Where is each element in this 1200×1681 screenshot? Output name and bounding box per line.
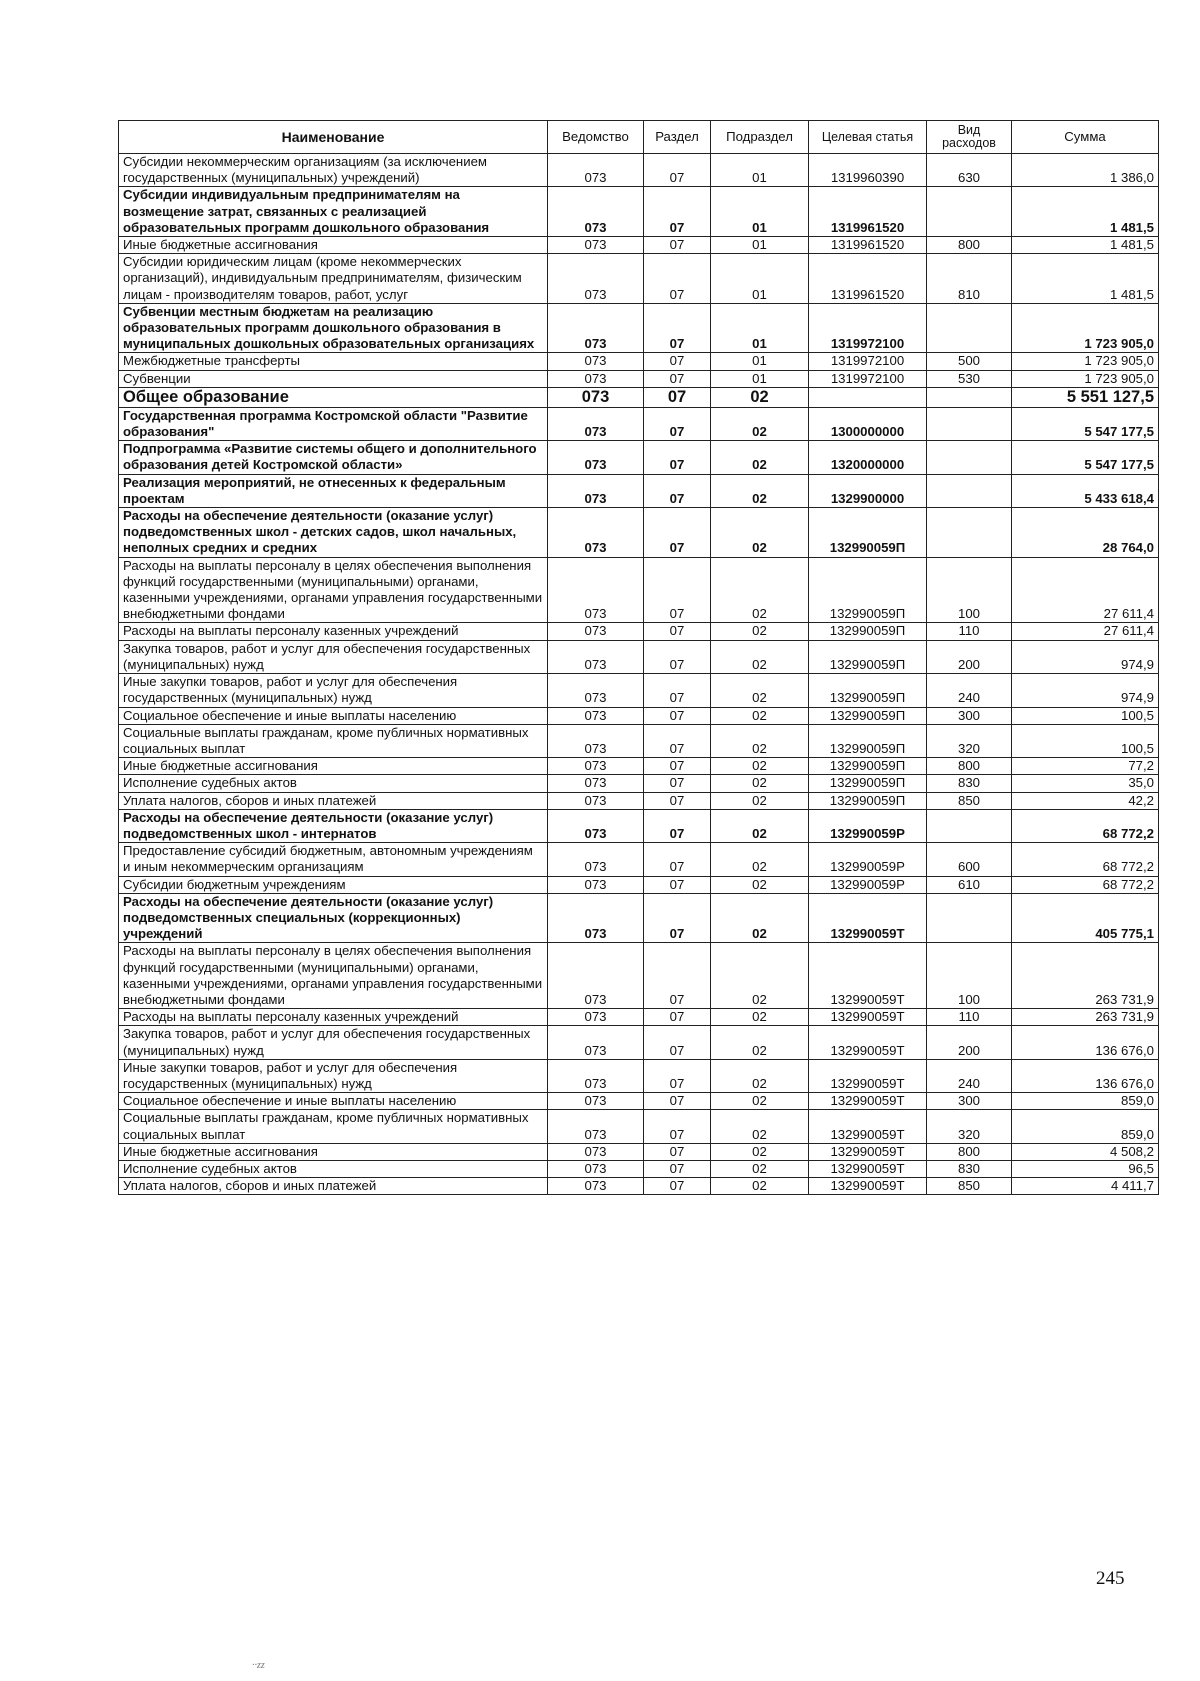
cell-razdel: 07 (644, 775, 711, 792)
table-row (119, 187, 1159, 237)
cell-sum: 859,0 (1012, 1110, 1159, 1143)
cell-name: Иные закупки товаров, работ и услуг для обеспечения государственных (муниципальных) нужд (119, 1059, 548, 1092)
cell-vedomstvo: 073 (548, 353, 644, 370)
cell-target-article: 1300000000 (809, 407, 927, 440)
cell-name: Реализация мероприятий, не отнесенных к федеральным проектам (119, 474, 548, 507)
cell-expense-type (927, 893, 1012, 943)
cell-vedomstvo: 073 (548, 187, 644, 237)
cell-sum: 974,9 (1012, 640, 1159, 673)
cell-sum: 405 775,1 (1012, 893, 1159, 943)
page-number: 245 (1096, 1568, 1125, 1589)
cell-vedomstvo: 073 (548, 893, 644, 943)
cell-sum: 136 676,0 (1012, 1059, 1159, 1092)
cell-name: Расходы на выплаты персоналу казенных учреждений (119, 623, 548, 640)
cell-expense-type (927, 441, 1012, 474)
cell-name: Уплата налогов, сборов и иных платежей (119, 1178, 548, 1195)
cell-expense-type (927, 809, 1012, 842)
header-podrazdel: Подраздел (711, 121, 809, 154)
cell-podrazdel: 02 (711, 792, 809, 809)
cell-podrazdel: 01 (711, 370, 809, 387)
cell-name: Субсидии бюджетным учреждениям (119, 876, 548, 893)
cell-razdel: 07 (644, 1160, 711, 1177)
cell-vedomstvo: 073 (548, 154, 644, 187)
cell-name: Иные бюджетные ассигнования (119, 237, 548, 254)
cell-vedomstvo: 073 (548, 1093, 644, 1110)
cell-target-article: 132990059Т (809, 1026, 927, 1059)
cell-name: Исполнение судебных актов (119, 775, 548, 792)
table-row (119, 943, 1159, 1009)
cell-podrazdel: 02 (711, 1093, 809, 1110)
cell-sum: 1 723 905,0 (1012, 370, 1159, 387)
cell-name: Расходы на обеспечение деятельности (оказание услуг) подведомственных школ - интернатов (119, 809, 548, 842)
table-body (119, 154, 1159, 1195)
header-target-article: Целевая статья (809, 121, 927, 154)
cell-name: Предоставление субсидий бюджетным, автономным учреждениям и иным некоммерческим организациям (119, 843, 548, 876)
cell-name: Общее образование (119, 387, 548, 407)
cell-razdel: 07 (644, 1026, 711, 1059)
cell-razdel: 07 (644, 640, 711, 673)
table-row (119, 254, 1159, 304)
cell-razdel: 07 (644, 843, 711, 876)
cell-razdel: 07 (644, 254, 711, 304)
cell-razdel: 07 (644, 1093, 711, 1110)
cell-expense-type: 320 (927, 724, 1012, 757)
cell-sum: 96,5 (1012, 1160, 1159, 1177)
cell-podrazdel: 02 (711, 1026, 809, 1059)
cell-target-article: 132990059П (809, 707, 927, 724)
cell-name: Государственная программа Костромской области "Развитие образования" (119, 407, 548, 440)
table-row (119, 1009, 1159, 1026)
header-expense-type: Вид расходов (927, 121, 1012, 154)
cell-expense-type: 610 (927, 876, 1012, 893)
table-row (119, 843, 1159, 876)
cell-expense-type: 500 (927, 353, 1012, 370)
table-row (119, 1026, 1159, 1059)
cell-expense-type: 800 (927, 237, 1012, 254)
cell-podrazdel: 02 (711, 1160, 809, 1177)
cell-expense-type: 300 (927, 1093, 1012, 1110)
cell-sum: 100,5 (1012, 707, 1159, 724)
table-row (119, 724, 1159, 757)
cell-target-article: 1319972100 (809, 303, 927, 353)
cell-target-article: 132990059Т (809, 943, 927, 1009)
cell-target-article: 132990059П (809, 775, 927, 792)
cell-podrazdel: 02 (711, 809, 809, 842)
header-sum: Сумма (1012, 121, 1159, 154)
cell-name: Субвенции местным бюджетам на реализацию образовательных программ дошкольного образования в муниципальных дошкольных образовательных организациях (119, 303, 548, 353)
cell-podrazdel: 02 (711, 943, 809, 1009)
cell-podrazdel: 01 (711, 237, 809, 254)
cell-expense-type: 530 (927, 370, 1012, 387)
cell-target-article: 1319972100 (809, 370, 927, 387)
cell-vedomstvo: 073 (548, 508, 644, 558)
cell-podrazdel: 02 (711, 441, 809, 474)
cell-expense-type: 830 (927, 1160, 1012, 1177)
cell-razdel: 07 (644, 792, 711, 809)
cell-sum: 42,2 (1012, 792, 1159, 809)
cell-sum: 263 731,9 (1012, 1009, 1159, 1026)
header-vedomstvo: Ведомство (548, 121, 644, 154)
table-row (119, 441, 1159, 474)
cell-name: Субвенции (119, 370, 548, 387)
table-row (119, 1160, 1159, 1177)
cell-podrazdel: 02 (711, 758, 809, 775)
cell-podrazdel: 02 (711, 674, 809, 707)
table-row (119, 387, 1159, 407)
cell-podrazdel: 01 (711, 254, 809, 304)
cell-expense-type: 100 (927, 943, 1012, 1009)
cell-vedomstvo: 073 (548, 623, 644, 640)
cell-target-article: 132990059Т (809, 1178, 927, 1195)
cell-sum: 100,5 (1012, 724, 1159, 757)
cell-name: Социальные выплаты гражданам, кроме публичных нормативных социальных выплат (119, 1110, 548, 1143)
cell-podrazdel: 02 (711, 1178, 809, 1195)
cell-expense-type: 830 (927, 775, 1012, 792)
cell-razdel: 07 (644, 707, 711, 724)
cell-name: Уплата налогов, сборов и иных платежей (119, 792, 548, 809)
table-row (119, 1178, 1159, 1195)
cell-sum: 77,2 (1012, 758, 1159, 775)
cell-expense-type (927, 508, 1012, 558)
cell-razdel: 07 (644, 237, 711, 254)
cell-expense-type (927, 474, 1012, 507)
cell-sum: 1 481,5 (1012, 254, 1159, 304)
cell-sum: 68 772,2 (1012, 809, 1159, 842)
cell-vedomstvo: 073 (548, 1059, 644, 1092)
cell-target-article: 1319960390 (809, 154, 927, 187)
cell-name: Иные бюджетные ассигнования (119, 758, 548, 775)
cell-expense-type: 630 (927, 154, 1012, 187)
cell-sum: 1 723 905,0 (1012, 303, 1159, 353)
cell-sum: 68 772,2 (1012, 876, 1159, 893)
table-row (119, 1059, 1159, 1092)
cell-name: Субсидии некоммерческим организациям (за исключением государственных (муниципальных) учреждений) (119, 154, 548, 187)
cell-target-article: 132990059П (809, 724, 927, 757)
cell-vedomstvo: 073 (548, 370, 644, 387)
cell-razdel: 07 (644, 1059, 711, 1092)
cell-razdel: 07 (644, 441, 711, 474)
cell-sum: 35,0 (1012, 775, 1159, 792)
cell-vedomstvo: 073 (548, 843, 644, 876)
cell-expense-type: 240 (927, 674, 1012, 707)
cell-target-article: 1329900000 (809, 474, 927, 507)
cell-sum: 27 611,4 (1012, 623, 1159, 640)
cell-podrazdel: 01 (711, 187, 809, 237)
cell-name: Субсидии юридическим лицам (кроме некоммерческих организаций), индивидуальным предпринимателям, физическим лицам - производителям товаров, работ, услуг (119, 254, 548, 304)
cell-vedomstvo: 073 (548, 1009, 644, 1026)
cell-sum: 1 723 905,0 (1012, 353, 1159, 370)
cell-expense-type: 850 (927, 1178, 1012, 1195)
cell-sum: 263 731,9 (1012, 943, 1159, 1009)
cell-podrazdel: 02 (711, 508, 809, 558)
cell-name: Иные бюджетные ассигнования (119, 1143, 548, 1160)
table-row (119, 809, 1159, 842)
cell-target-article: 132990059Т (809, 1160, 927, 1177)
cell-target-article: 132990059П (809, 640, 927, 673)
table-row (119, 1143, 1159, 1160)
cell-podrazdel: 02 (711, 1143, 809, 1160)
cell-razdel: 07 (644, 508, 711, 558)
cell-razdel: 07 (644, 557, 711, 623)
cell-expense-type: 810 (927, 254, 1012, 304)
cell-target-article: 1319961520 (809, 254, 927, 304)
cell-target-article: 132990059П (809, 508, 927, 558)
cell-target-article: 132990059Т (809, 1059, 927, 1092)
cell-target-article: 132990059Т (809, 893, 927, 943)
table-row (119, 237, 1159, 254)
cell-razdel: 07 (644, 1178, 711, 1195)
cell-podrazdel: 02 (711, 474, 809, 507)
cell-name: Социальное обеспечение и иные выплаты населению (119, 1093, 548, 1110)
cell-target-article: 132990059Р (809, 809, 927, 842)
cell-name: Социальные выплаты гражданам, кроме публичных нормативных социальных выплат (119, 724, 548, 757)
cell-target-article: 1319961520 (809, 187, 927, 237)
cell-podrazdel: 01 (711, 154, 809, 187)
cell-name: Расходы на выплаты персоналу казенных учреждений (119, 1009, 548, 1026)
cell-vedomstvo: 073 (548, 1143, 644, 1160)
cell-podrazdel: 01 (711, 353, 809, 370)
cell-expense-type (927, 187, 1012, 237)
table-row (119, 1093, 1159, 1110)
cell-podrazdel: 01 (711, 303, 809, 353)
cell-sum: 5 547 177,5 (1012, 441, 1159, 474)
cell-target-article (809, 387, 927, 407)
table-row (119, 154, 1159, 187)
cell-sum: 27 611,4 (1012, 557, 1159, 623)
cell-razdel: 07 (644, 893, 711, 943)
cell-vedomstvo: 073 (548, 674, 644, 707)
cell-podrazdel: 02 (711, 893, 809, 943)
cell-target-article: 132990059П (809, 557, 927, 623)
cell-target-article: 132990059П (809, 792, 927, 809)
cell-vedomstvo: 073 (548, 707, 644, 724)
cell-vedomstvo: 073 (548, 237, 644, 254)
cell-vedomstvo: 073 (548, 758, 644, 775)
table-row (119, 876, 1159, 893)
cell-podrazdel: 02 (711, 724, 809, 757)
cell-vedomstvo: 073 (548, 1178, 644, 1195)
cell-target-article: 132990059П (809, 623, 927, 640)
cell-sum: 1 481,5 (1012, 187, 1159, 237)
table-row (119, 758, 1159, 775)
cell-expense-type (927, 407, 1012, 440)
table-row (119, 792, 1159, 809)
cell-sum: 5 551 127,5 (1012, 387, 1159, 407)
cell-razdel: 07 (644, 370, 711, 387)
cell-target-article: 132990059Т (809, 1110, 927, 1143)
cell-name: Закупка товаров, работ и услуг для обеспечения государственных (муниципальных) нужд (119, 640, 548, 673)
cell-vedomstvo: 073 (548, 792, 644, 809)
cell-expense-type: 100 (927, 557, 1012, 623)
cell-sum: 4 411,7 (1012, 1178, 1159, 1195)
table-row (119, 474, 1159, 507)
cell-sum: 1 481,5 (1012, 237, 1159, 254)
cell-vedomstvo: 073 (548, 640, 644, 673)
cell-name: Субсидии индивидуальным предпринимателям на возмещение затрат, связанных с реализацией образовательных программ дошкольного образования (119, 187, 548, 237)
cell-razdel: 07 (644, 809, 711, 842)
cell-sum: 5 547 177,5 (1012, 407, 1159, 440)
cell-podrazdel: 02 (711, 557, 809, 623)
table-header (119, 121, 1159, 154)
cell-vedomstvo: 073 (548, 724, 644, 757)
cell-vedomstvo: 073 (548, 775, 644, 792)
cell-target-article: 1319972100 (809, 353, 927, 370)
table-row (119, 1110, 1159, 1143)
table-row (119, 407, 1159, 440)
cell-vedomstvo: 073 (548, 441, 644, 474)
cell-podrazdel: 02 (711, 623, 809, 640)
cell-podrazdel: 02 (711, 775, 809, 792)
table-row (119, 508, 1159, 558)
cell-target-article: 1320000000 (809, 441, 927, 474)
cell-razdel: 07 (644, 724, 711, 757)
cell-name: Расходы на выплаты персоналу в целях обеспечения выполнения функций государственными (муниципальными) органами, казенными учреждениями, органами управления государственными внебюджетными фондами (119, 557, 548, 623)
cell-expense-type: 110 (927, 623, 1012, 640)
cell-name: Подпрограмма «Развитие системы общего и дополнительного образования детей Костромской области» (119, 441, 548, 474)
table-row (119, 674, 1159, 707)
cell-razdel: 07 (644, 387, 711, 407)
cell-target-article: 132990059Т (809, 1009, 927, 1026)
cell-podrazdel: 02 (711, 407, 809, 440)
cell-target-article: 132990059П (809, 758, 927, 775)
table-row (119, 893, 1159, 943)
cell-target-article: 1319961520 (809, 237, 927, 254)
cell-vedomstvo: 073 (548, 303, 644, 353)
cell-target-article: 132990059Т (809, 1143, 927, 1160)
cell-razdel: 07 (644, 303, 711, 353)
cell-vedomstvo: 073 (548, 809, 644, 842)
cell-sum: 974,9 (1012, 674, 1159, 707)
cell-target-article: 132990059Т (809, 1093, 927, 1110)
cell-expense-type: 800 (927, 1143, 1012, 1160)
cell-razdel: 07 (644, 1143, 711, 1160)
table-row (119, 623, 1159, 640)
cell-name: Расходы на выплаты персоналу в целях обеспечения выполнения функций государственными (муниципальными) органами, казенными учреждениями, органами управления государственными внебюджетными фондами (119, 943, 548, 1009)
table-row (119, 370, 1159, 387)
cell-name: Расходы на обеспечение деятельности (оказание услуг) подведомственных школ - детских садов, школ начальных, неполных средних и средних (119, 508, 548, 558)
cell-podrazdel: 02 (711, 1059, 809, 1092)
cell-razdel: 07 (644, 623, 711, 640)
cell-podrazdel: 02 (711, 876, 809, 893)
cell-razdel: 07 (644, 876, 711, 893)
table-row (119, 353, 1159, 370)
cell-expense-type: 320 (927, 1110, 1012, 1143)
cell-vedomstvo: 073 (548, 254, 644, 304)
cell-target-article: 132990059Р (809, 843, 927, 876)
cell-vedomstvo: 073 (548, 1110, 644, 1143)
cell-podrazdel: 02 (711, 1110, 809, 1143)
cell-name: Исполнение судебных актов (119, 1160, 548, 1177)
cell-razdel: 07 (644, 674, 711, 707)
header-name: Наименование (119, 121, 548, 154)
cell-razdel: 07 (644, 154, 711, 187)
table-row (119, 707, 1159, 724)
table-row (119, 557, 1159, 623)
cell-sum: 859,0 (1012, 1093, 1159, 1110)
header-razdel: Раздел (644, 121, 711, 154)
cell-name: Закупка товаров, работ и услуг для обеспечения государственных (муниципальных) нужд (119, 1026, 548, 1059)
cell-vedomstvo: 073 (548, 1160, 644, 1177)
cell-sum: 136 676,0 (1012, 1026, 1159, 1059)
budget-table (118, 120, 1159, 1195)
cell-expense-type: 110 (927, 1009, 1012, 1026)
cell-sum: 5 433 618,4 (1012, 474, 1159, 507)
cell-expense-type: 850 (927, 792, 1012, 809)
cell-razdel: 07 (644, 474, 711, 507)
cell-podrazdel: 02 (711, 387, 809, 407)
cell-expense-type: 600 (927, 843, 1012, 876)
cell-vedomstvo: 073 (548, 387, 644, 407)
cell-sum: 28 764,0 (1012, 508, 1159, 558)
cell-vedomstvo: 073 (548, 474, 644, 507)
cell-sum: 68 772,2 (1012, 843, 1159, 876)
cell-name: Расходы на обеспечение деятельности (оказание услуг) подведомственных специальных (коррекционных) учреждений (119, 893, 548, 943)
scan-artifact: ··zz (252, 1660, 265, 1671)
cell-podrazdel: 02 (711, 707, 809, 724)
cell-podrazdel: 02 (711, 1009, 809, 1026)
cell-name: Межбюджетные трансферты (119, 353, 548, 370)
cell-expense-type: 200 (927, 1026, 1012, 1059)
cell-name: Иные закупки товаров, работ и услуг для обеспечения государственных (муниципальных) нужд (119, 674, 548, 707)
cell-expense-type: 200 (927, 640, 1012, 673)
cell-expense-type: 300 (927, 707, 1012, 724)
table-row (119, 640, 1159, 673)
cell-razdel: 07 (644, 407, 711, 440)
cell-vedomstvo: 073 (548, 876, 644, 893)
cell-expense-type: 240 (927, 1059, 1012, 1092)
cell-vedomstvo: 073 (548, 557, 644, 623)
cell-target-article: 132990059Р (809, 876, 927, 893)
cell-vedomstvo: 073 (548, 407, 644, 440)
cell-expense-type (927, 303, 1012, 353)
cell-podrazdel: 02 (711, 843, 809, 876)
header-row (119, 121, 1159, 154)
cell-podrazdel: 02 (711, 640, 809, 673)
cell-target-article: 132990059П (809, 674, 927, 707)
cell-razdel: 07 (644, 758, 711, 775)
table-row (119, 775, 1159, 792)
table-row (119, 303, 1159, 353)
cell-expense-type (927, 387, 1012, 407)
cell-razdel: 07 (644, 943, 711, 1009)
cell-sum: 1 386,0 (1012, 154, 1159, 187)
cell-razdel: 07 (644, 1110, 711, 1143)
cell-name: Социальное обеспечение и иные выплаты населению (119, 707, 548, 724)
cell-sum: 4 508,2 (1012, 1143, 1159, 1160)
cell-razdel: 07 (644, 353, 711, 370)
cell-expense-type: 800 (927, 758, 1012, 775)
cell-razdel: 07 (644, 187, 711, 237)
cell-razdel: 07 (644, 1009, 711, 1026)
cell-vedomstvo: 073 (548, 943, 644, 1009)
cell-vedomstvo: 073 (548, 1026, 644, 1059)
